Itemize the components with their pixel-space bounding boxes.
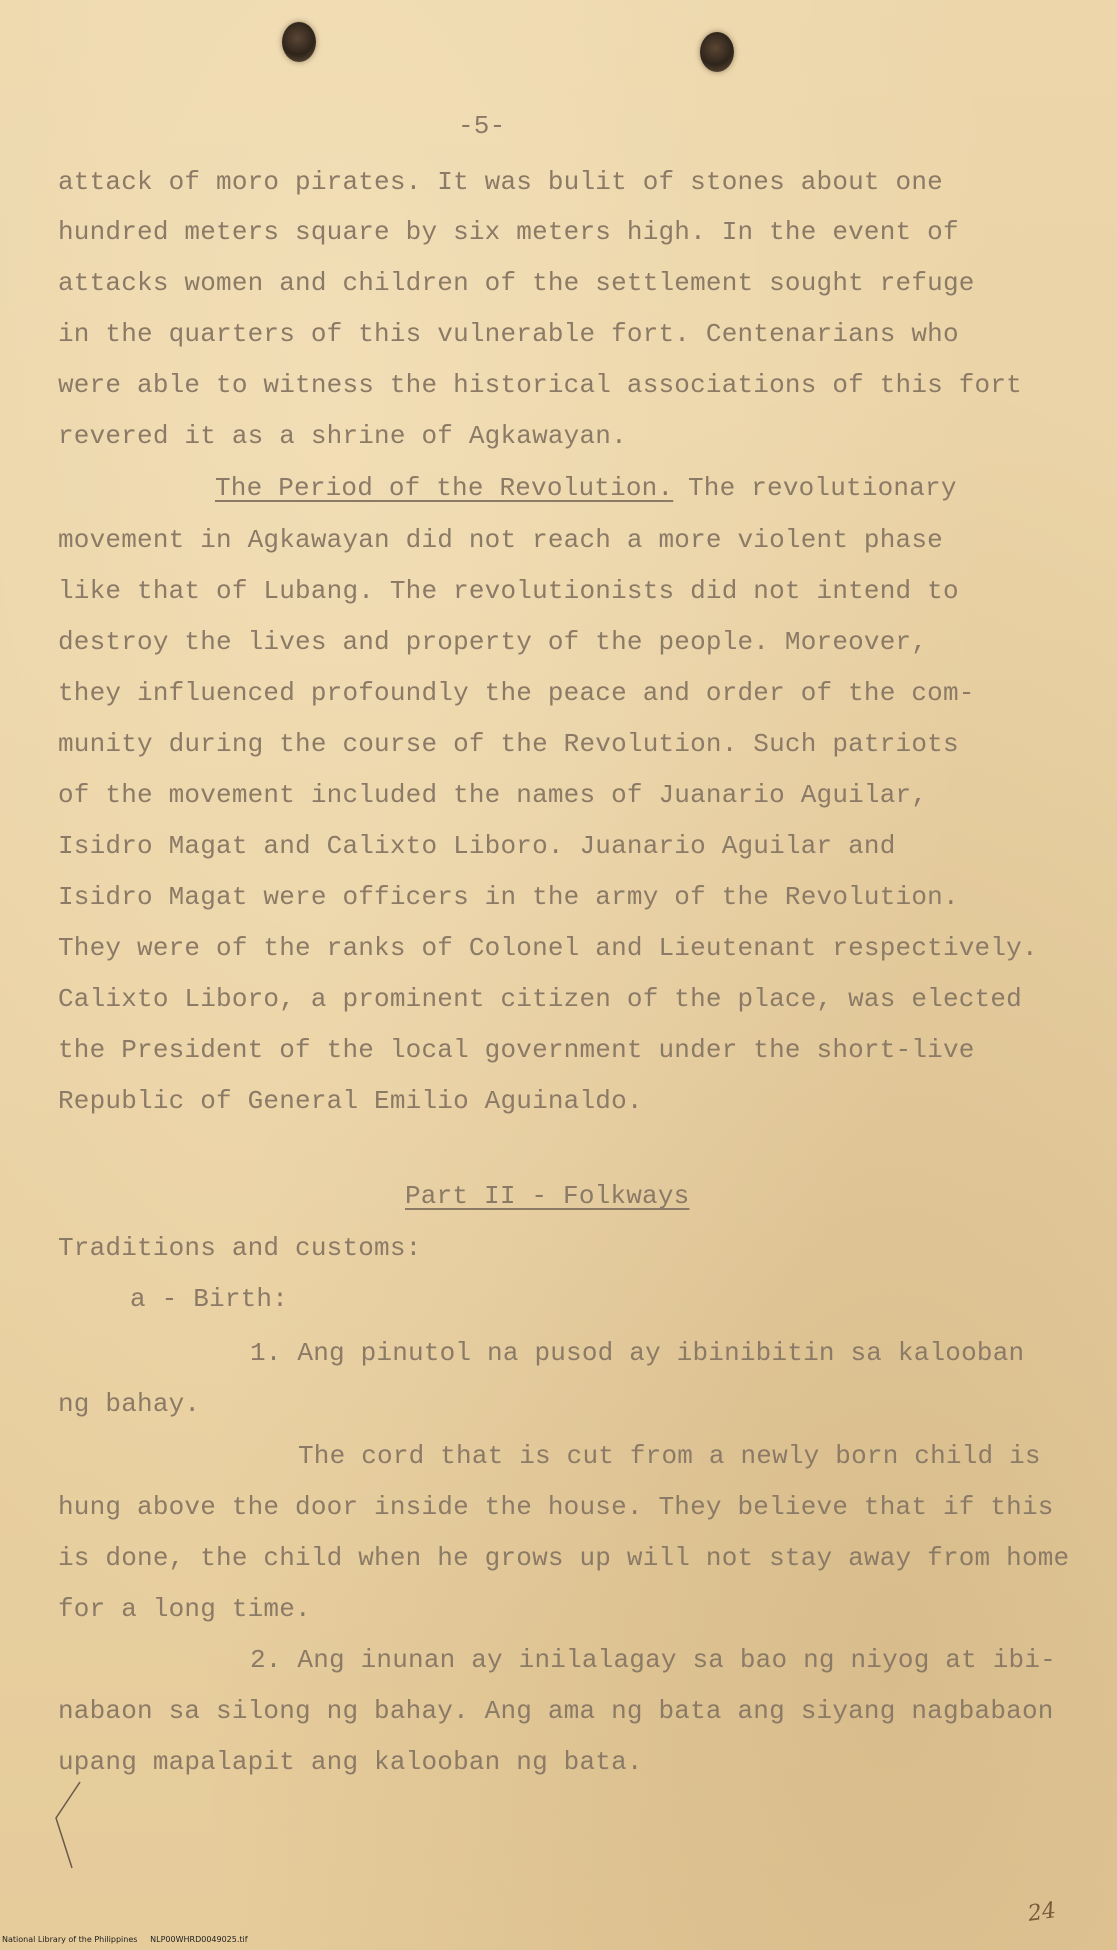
item-line: is done, the child when he grows up will not stay away from home [58, 1543, 1070, 1573]
text-line: revered it as a shrine of Agkawayan. [58, 421, 627, 451]
item-line: hung above the door inside the house. They believe that if this [58, 1492, 1054, 1522]
text-line: destroy the lives and property of the people. Moreover, [58, 627, 928, 657]
text-line: of the movement included the names of Juanario Aguilar, [58, 780, 928, 810]
item-line: 1. Ang pinutol na pusod ay ibinibitin sa kalooban [250, 1338, 1025, 1368]
archive-footer [2, 1935, 248, 1944]
handwritten-page-number: 24 [1026, 1898, 1058, 1927]
text-line: the President of the local government under the short-live [58, 1035, 975, 1065]
section-label: Traditions and customs: [58, 1233, 422, 1263]
text-line: munity during the course of the Revolution. Such patriots [58, 729, 959, 759]
item-line: for a long time. [58, 1594, 311, 1624]
item-line: ng bahay. [58, 1389, 201, 1419]
item-line: 2. Ang inunan ay inilalagay sa bao ng niyog at ibi- [250, 1645, 1056, 1675]
text-line: Isidro Magat were officers in the army of the Revolution. [58, 882, 959, 912]
text-line: They were of the ranks of Colonel and Lieutenant respectively. [58, 933, 1038, 963]
part-title: Part II - Folkways [405, 1181, 690, 1211]
text-line: hundred meters square by six meters high. In the event of [58, 217, 959, 247]
item-line: upang mapalapit ang kalooban ng bata. [58, 1747, 643, 1777]
punch-hole [700, 32, 734, 72]
text-line: attack of moro pirates. It was bulit of stones about one [58, 167, 943, 197]
text-line: attacks women and children of the settlement sought refuge [58, 268, 975, 298]
archive-name: National Library of the Philippines [2, 1935, 138, 1944]
text-line: movement in Agkawayan did not reach a more violent phase [58, 525, 943, 555]
text-line: Isidro Magat and Calixto Liboro. Juanario Aguilar and [58, 831, 896, 861]
pencil-mark-icon [50, 1780, 90, 1870]
subsection-label: a - Birth: [130, 1284, 289, 1314]
text-line: they influenced profoundly the peace and order of the com- [58, 678, 975, 708]
text-line: Republic of General Emilio Aguinaldo. [58, 1086, 643, 1116]
file-id: NLP00WHRD0049025.tif [150, 1935, 248, 1944]
text-line: were able to witness the historical associations of this fort [58, 370, 1022, 400]
punch-hole [282, 22, 316, 62]
text-line: The revolutionary [688, 473, 957, 503]
item-line: nabaon sa silong ng bahay. Ang ama ng bata ang siyang nagbabaon [58, 1696, 1054, 1726]
text-line: Calixto Liboro, a prominent citizen of the place, was elected [58, 984, 1022, 1014]
section-heading-revolution: The Period of the Revolution. [215, 473, 674, 503]
page-number-header: -5- [458, 111, 506, 141]
item-line: The cord that is cut from a newly born child is [298, 1441, 1041, 1471]
text-line: in the quarters of this vulnerable fort. Centenarians who [58, 319, 959, 349]
text-line: like that of Lubang. The revolutionists did not intend to [58, 576, 959, 606]
